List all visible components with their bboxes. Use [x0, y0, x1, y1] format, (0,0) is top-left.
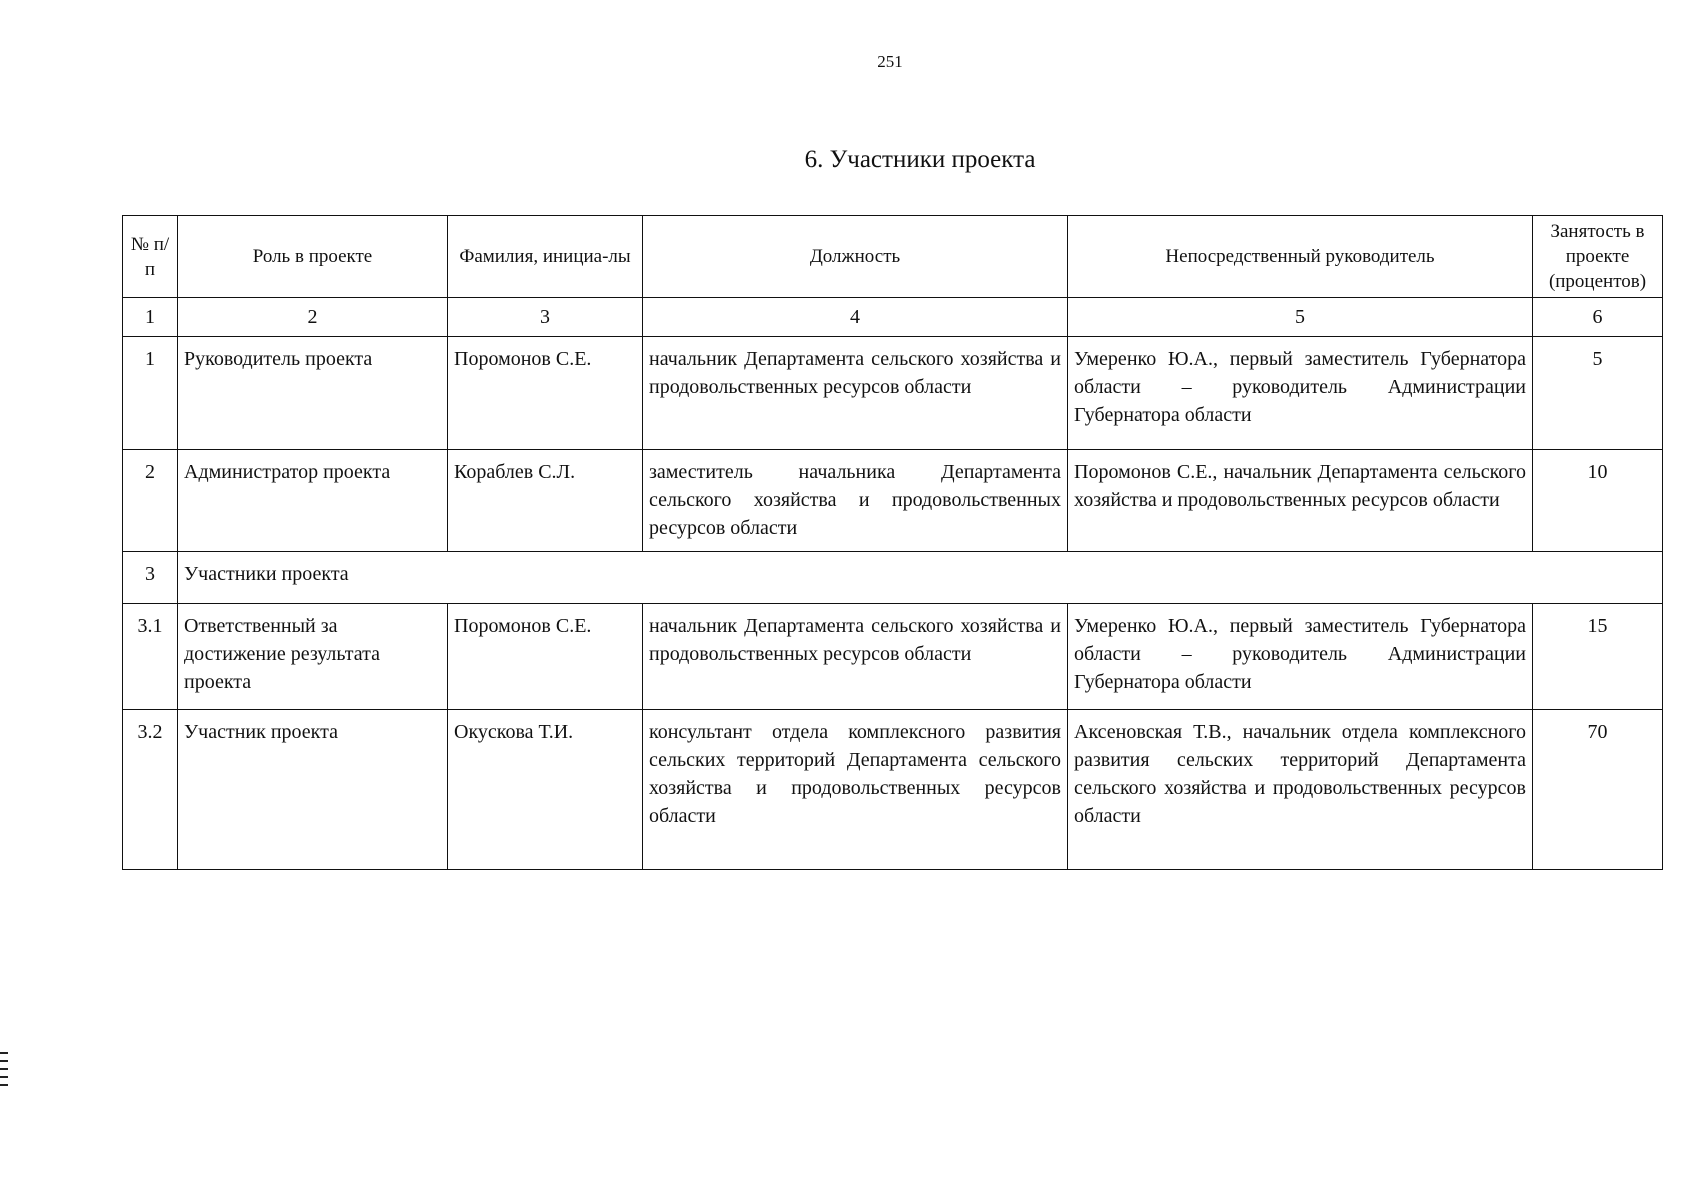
table-row	[123, 710, 1663, 870]
row-num: 3.2	[123, 710, 178, 870]
row-name: Кораблев С.Л.	[448, 450, 643, 552]
table-section-row	[123, 552, 1663, 604]
column-number: 6	[1533, 298, 1663, 337]
table-row	[123, 337, 1663, 450]
row-supervisor: Поромонов С.Е., начальник Департамента сельского хозяйства и продовольственных ресурсов области	[1068, 450, 1533, 552]
header-name: Фамилия, инициа-лы	[448, 216, 643, 298]
header-load: Занятость в проекте (процентов)	[1533, 216, 1663, 298]
table-row	[123, 604, 1663, 710]
column-number-row	[123, 298, 1663, 337]
participants-table	[122, 215, 1663, 870]
row-position: заместитель начальника Департамента сельского хозяйства и продовольственных ресурсов области	[643, 450, 1068, 552]
row-name: Поромонов С.Е.	[448, 337, 643, 450]
section-title: 6. Участники проекта	[804, 146, 1036, 173]
column-number: 2	[178, 298, 448, 337]
row-load: 10	[1533, 450, 1663, 552]
column-number: 3	[448, 298, 643, 337]
row-num: 1	[123, 337, 178, 450]
header-supervisor: Непосредственный руководитель	[1068, 216, 1533, 298]
row-load: 70	[1533, 710, 1663, 870]
row-role: Ответственный за достижение результата проекта	[178, 604, 448, 710]
column-number: 4	[643, 298, 1068, 337]
row-num: 3	[123, 552, 178, 604]
row-num: 3.1	[123, 604, 178, 710]
header-role: Роль в проекте	[178, 216, 448, 298]
scan-margin-marks	[0, 1052, 10, 1092]
row-supervisor: Аксеновская Т.В., начальник отдела комплексного развития сельских территорий Департамента сельского хозяйства и продовольственных ресурсов области	[1068, 710, 1533, 870]
column-number: 1	[123, 298, 178, 337]
section-label: Участники проекта	[178, 552, 1663, 604]
table-row	[123, 450, 1663, 552]
column-number: 5	[1068, 298, 1533, 337]
row-role: Участник проекта	[178, 710, 448, 870]
row-name: Поромонов С.Е.	[448, 604, 643, 710]
page-number: 251	[877, 52, 903, 71]
row-num: 2	[123, 450, 178, 552]
row-load: 15	[1533, 604, 1663, 710]
row-supervisor: Умеренко Ю.А., первый заместитель Губернатора области – руководитель Администрации Губернатора области	[1068, 604, 1533, 710]
row-position: консультант отдела комплексного развития сельских территорий Департамента сельского хозяйства и продовольственных ресурсов области	[643, 710, 1068, 870]
header-num: № п/п	[123, 216, 178, 298]
row-position: начальник Департамента сельского хозяйства и продовольственных ресурсов области	[643, 337, 1068, 450]
row-position: начальник Департамента сельского хозяйства и продовольственных ресурсов области	[643, 604, 1068, 710]
row-role: Руководитель проекта	[178, 337, 448, 450]
header-position: Должность	[643, 216, 1068, 298]
row-load: 5	[1533, 337, 1663, 450]
row-supervisor: Умеренко Ю.А., первый заместитель Губернатора области – руководитель Администрации Губернатора области	[1068, 337, 1533, 450]
table-header-row	[123, 216, 1663, 298]
row-role: Администратор проекта	[178, 450, 448, 552]
row-name: Окускова Т.И.	[448, 710, 643, 870]
